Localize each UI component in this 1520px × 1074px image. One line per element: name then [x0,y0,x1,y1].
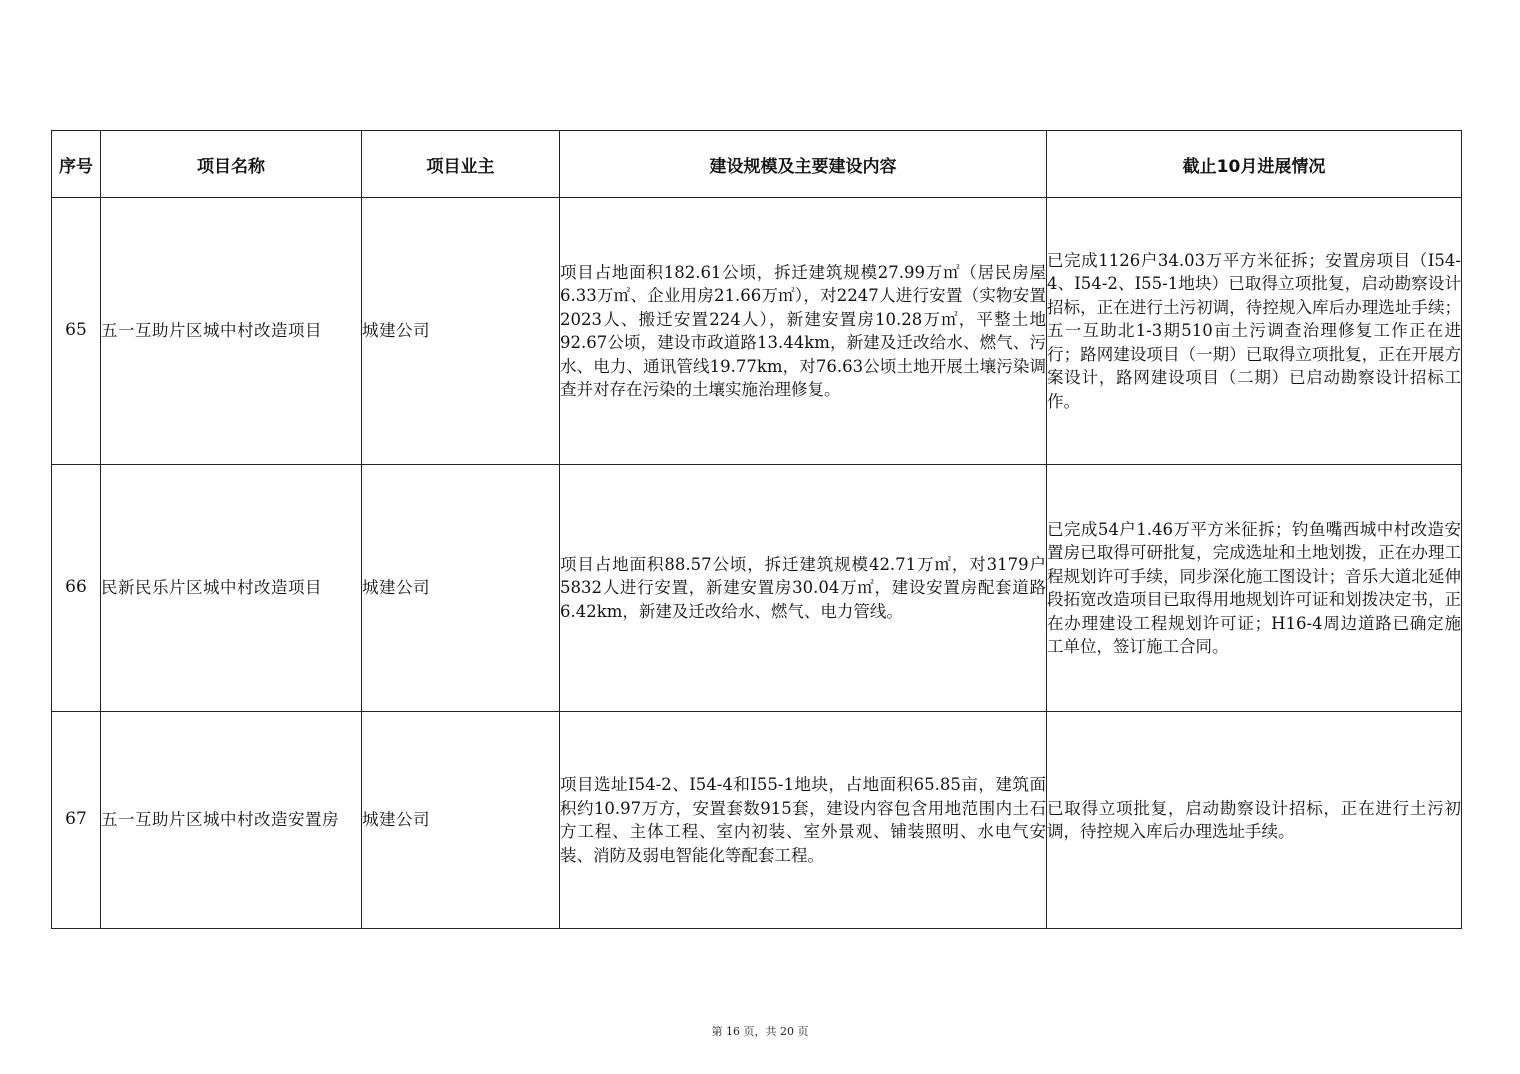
table-header-row [52,131,1462,198]
header-project-name: 项目名称 [101,131,362,198]
construction-content: 项目占地面积182.61公顷，拆迁建筑规模27.99万㎡（居民房屋6.33万㎡、企业用房21.66万㎡），对2247人进行安置（实物安置2023人、搬迁安置224人），新建安置房10.28万㎡，平整土地92.67公顷，建设市政道路13.44km，新建及迁改给水、燃气、污水、电力、通讯管线19.77km，对76.63公顷土地开展土壤污染调查并对存在污染的土壤实施治理修复。 [560,198,1047,465]
row-number: 65 [52,198,101,465]
header-owner: 项目业主 [362,131,560,198]
project-owner: 城建公司 [362,198,560,465]
progress-status: 已取得立项批复，启动勘察设计招标，正在进行土污初调，待控规入库后办理选址手续。 [1047,712,1462,929]
project-owner: 城建公司 [362,465,560,712]
construction-content: 项目占地面积88.57公顷，拆迁建筑规模42.71万㎡，对3179户5832人进行安置，新建安置房30.04万㎡，建设安置房配套道路6.42km，新建及迁改给水、燃气、电力管线。 [560,465,1047,712]
project-name: 民新民乐片区城中村改造项目 [101,465,362,712]
header-content: 建设规模及主要建设内容 [560,131,1047,198]
construction-content: 项目选址I54-2、I54-4和I55-1地块，占地面积65.85亩，建筑面积约10.97万方，安置套数915套，建设内容包含用地范围内土石方工程、主体工程、室内初装、室外景观、铺装照明、水电气安装、消防及弱电智能化等配套工程。 [560,712,1047,929]
table-row [52,712,1462,929]
page-footer: 第 16 页，共 20 页 [711,1025,809,1038]
project-owner: 城建公司 [362,712,560,929]
table-row [52,198,1462,465]
row-number: 67 [52,712,101,929]
row-number: 66 [52,465,101,712]
header-no: 序号 [52,131,101,198]
progress-status: 已完成54户1.46万平方米征拆；钓鱼嘴西城中村改造安置房已取得可研批复，完成选址和土地划拨，正在办理工程规划许可手续，同步深化施工图设计；音乐大道北延伸段拓宽改造项目已取得用地规划许可证和划拨决定书，正在办理建设工程规划许可证；H16-4周边道路已确定施工单位，签订施工合同。 [1047,465,1462,712]
project-name: 五一互助片区城中村改造项目 [101,198,362,465]
project-name: 五一互助片区城中村改造安置房 [101,712,362,929]
table-row [52,465,1462,712]
header-progress: 截止10月进展情况 [1047,131,1462,198]
project-table [51,130,1462,929]
progress-status: 已完成1126户34.03万平方米征拆；安置房项目（I54-4、I54-2、I55-1地块）已取得立项批复，启动勘察设计招标，正在进行土污初调，待控规入库后办理选址手续；五一互助北1-3期510亩土污调查治理修复工作正在进行；路网建设项目（一期）已取得立项批复，正在开展方案设计，路网建设项目（二期）已启动勘察设计招标工作。 [1047,198,1462,465]
